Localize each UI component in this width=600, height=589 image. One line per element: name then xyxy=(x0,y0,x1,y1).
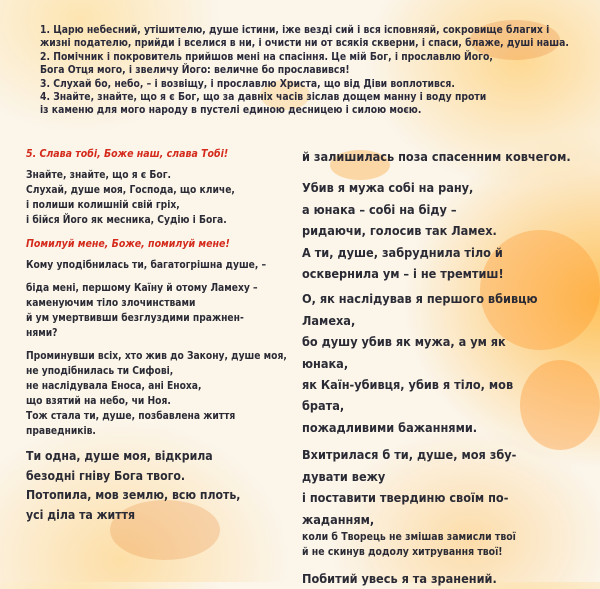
verse-line: осквернила ум – і не тремтиш! xyxy=(302,266,504,282)
left-column xyxy=(26,146,288,525)
verse-line: усі діла та життя xyxy=(26,507,135,522)
verse-line: й залишилась поза спасенним ковчегом. xyxy=(302,149,571,164)
verse-line: й ум умертвивши безглуздими пражнен- xyxy=(26,313,244,324)
verse-line: праведників. xyxy=(26,426,96,437)
verse-line: Знайте, знайте, що я є Бог. xyxy=(26,170,171,181)
verse-line: Потопила, мов землю, всю плоть, xyxy=(26,488,241,502)
verse-line: безодні гніву Бога твого. xyxy=(26,468,186,483)
verse-line: О, як наслідував я першого вбивцю xyxy=(302,291,538,307)
verse-line: й не скинув додолу хитрування твої! xyxy=(302,545,503,558)
verse-line: біда мені, першому Каїну й отому Ламеху – xyxy=(26,283,258,294)
verse-line: пожадливими бажаннями. xyxy=(302,419,478,435)
verse-line: брата, xyxy=(302,398,345,414)
verse-line: ридаючи, голосив так Ламех. xyxy=(302,223,497,239)
verse-line: Побитий увесь я та зранений. xyxy=(302,570,497,586)
verse-line: Вхитрилася б ти, душе, моя збу- xyxy=(302,447,517,463)
verse-line: коли б Творець не змішав замисли твої xyxy=(302,530,516,543)
verse-line: Кому уподібнилась ти, багатогрішна душе, – xyxy=(26,260,267,271)
verse-line: жаданням, xyxy=(302,511,375,527)
verse-line: 3. Слухай бо, небо, – і возвіщу, і прославлю Христа, що від Діви воплотився. xyxy=(40,77,455,90)
verse-line: 4. Знайте, знайте, що я є Бог, що за давніх часів зіслав дощем манну і воду проти xyxy=(40,91,487,104)
verse-line: не наслідувала Еноса, ані Еноха, xyxy=(26,381,202,392)
verse-line: Слухай, душе моя, Господа, що кличе, xyxy=(26,185,235,196)
verse-line: 2. Помічник і покровитель прийшов мені на спасіння. Це мій Бог, і прославлю Його, xyxy=(40,50,493,63)
verse-line: як Каїн-убивця, убив я тіло, мов xyxy=(302,377,514,393)
verse-line: бо душу убив як мужа, а ум як xyxy=(302,334,506,350)
verse-line: і бійся Його як месника, Судію і Бога. xyxy=(26,215,227,226)
verse-line: нями? xyxy=(26,328,58,339)
right-column xyxy=(302,146,592,589)
verse-line: 1. Царю небесний, утішителю, душе істини, іже везді сий і вся ісповняяй, сокровище благих і xyxy=(40,24,550,36)
verse-line: Тож стала ти, душе, позбавлена життя xyxy=(26,411,236,422)
verse-line: не уподібнилась ти Сифові, xyxy=(26,366,174,377)
verse-line: дувати вежу xyxy=(302,468,386,484)
verse-line: і полиши колишній свій гріх, xyxy=(26,200,180,211)
verse-line: каменуючим тіло злочинствами xyxy=(26,298,196,309)
verse-line: Ламеха, xyxy=(302,312,356,328)
verse-line: із каменю для мого народу в пустелі единою десницею і силою моєю. xyxy=(40,104,422,117)
numbered-verses xyxy=(40,24,569,118)
refrain-heading: Помилуй мене, Боже, помилуй мене! xyxy=(26,238,230,250)
refrain-heading: 5. Слава тобі, Боже наш, слава Тобі! xyxy=(26,148,229,160)
verse-line: Ти одна, душе моя, відкрила xyxy=(26,449,213,463)
verse-line: Убив я мужа собі на рану, xyxy=(302,180,474,196)
verse-line: і поставити твердиню своїм по- xyxy=(302,490,509,506)
verse-line: а юнака – собі на біду – xyxy=(302,201,457,217)
verse-line: А ти, душе, забруднила тіло й xyxy=(302,244,503,260)
verse-line: Проминувши всіх, хто жив до Закону, душе моя, xyxy=(26,351,287,362)
verse-line: жизні подателю, прийди і вселися в ни, і очисти ни от всякія скверни, і спаси, блаже, душі наша. xyxy=(40,37,569,50)
verse-line: Бога Отця мого, і звеличу Його: величне бо прославився! xyxy=(40,64,350,77)
verse-line: що взятий на небо, чи Ноя. xyxy=(26,396,171,407)
verse-line: юнака, xyxy=(302,355,349,371)
